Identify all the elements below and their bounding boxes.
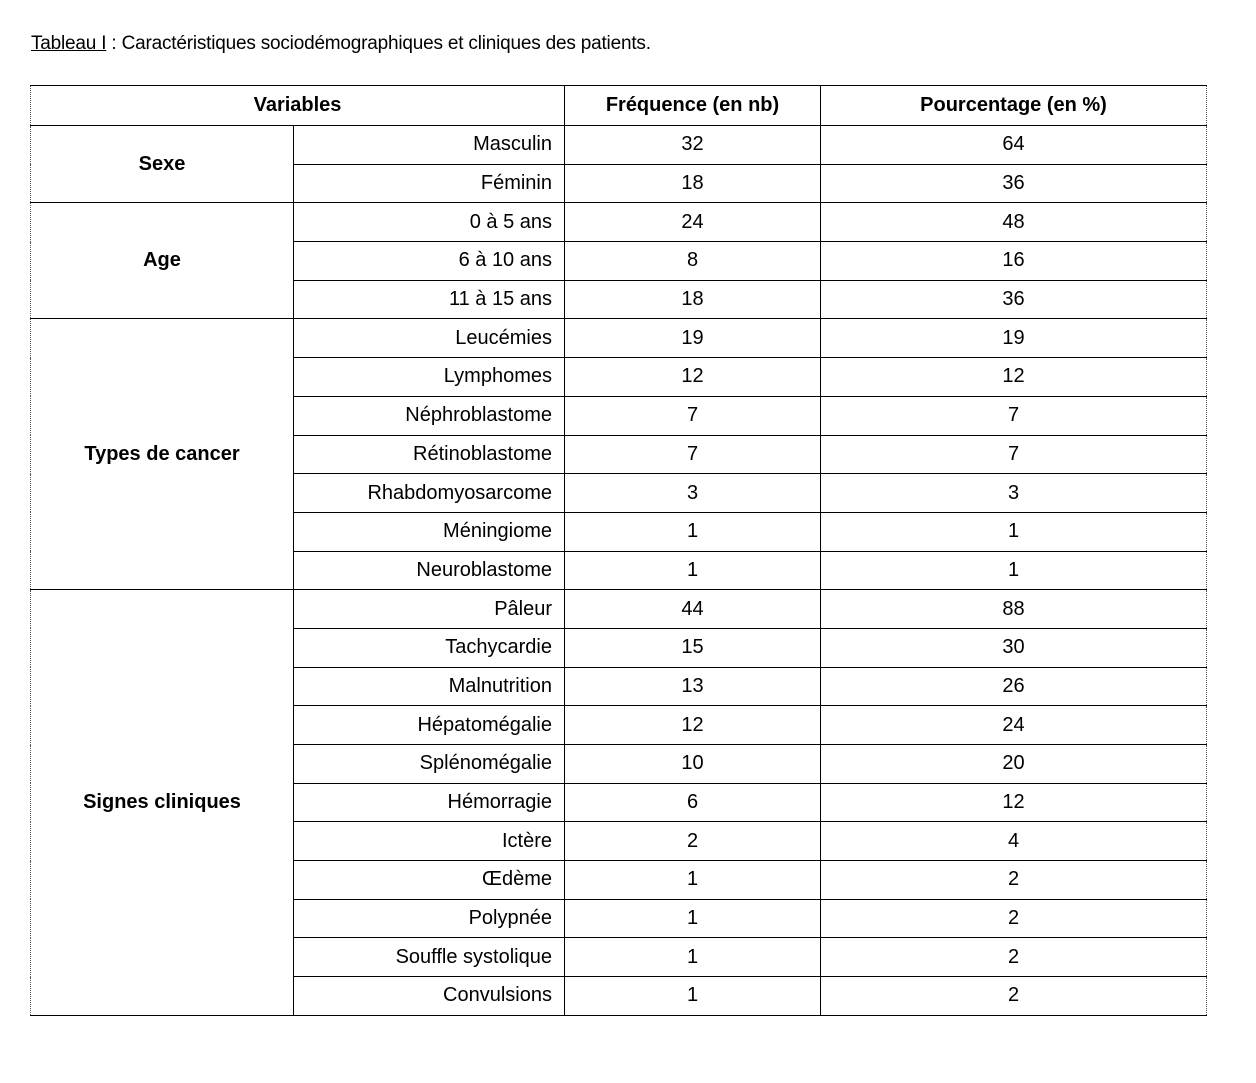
frequency-cell: 18 xyxy=(565,280,821,319)
frequency-cell: 1 xyxy=(565,861,821,900)
percentage-cell: 64 xyxy=(821,126,1207,165)
frequency-cell: 24 xyxy=(565,203,821,242)
percentage-cell: 88 xyxy=(821,590,1207,629)
row-label: Méningiome xyxy=(294,512,565,551)
table-row xyxy=(31,590,1207,629)
row-label: Lymphomes xyxy=(294,358,565,397)
row-label: Hémorragie xyxy=(294,783,565,822)
frequency-cell: 1 xyxy=(565,938,821,977)
table-title: : Caractéristiques sociodémographiques et cliniques des patients. xyxy=(106,33,651,54)
row-label: Leucémies xyxy=(294,319,565,358)
percentage-cell: 16 xyxy=(821,242,1207,281)
frequency-cell: 19 xyxy=(565,319,821,358)
frequency-cell: 10 xyxy=(565,745,821,784)
percentage-cell: 36 xyxy=(821,280,1207,319)
table-row xyxy=(31,126,1207,165)
percentage-cell: 2 xyxy=(821,977,1207,1016)
row-label: Rhabdomyosarcome xyxy=(294,474,565,513)
row-label: Tachycardie xyxy=(294,628,565,667)
row-label: Rétinoblastome xyxy=(294,435,565,474)
percentage-cell: 7 xyxy=(821,435,1207,474)
frequency-cell: 1 xyxy=(565,551,821,590)
frequency-cell: 2 xyxy=(565,822,821,861)
frequency-cell: 6 xyxy=(565,783,821,822)
percentage-cell: 1 xyxy=(821,512,1207,551)
percentage-cell: 2 xyxy=(821,938,1207,977)
row-label: 11 à 15 ans xyxy=(294,280,565,319)
row-label: Féminin xyxy=(294,164,565,203)
header-percentage: Pourcentage (en %) xyxy=(821,86,1207,126)
percentage-cell: 19 xyxy=(821,319,1207,358)
row-label: Œdème xyxy=(294,861,565,900)
frequency-cell: 18 xyxy=(565,164,821,203)
table-body xyxy=(31,126,1207,1016)
row-label: Ictère xyxy=(294,822,565,861)
group-label: Signes cliniques xyxy=(31,590,294,1016)
group-label: Age xyxy=(31,203,294,319)
row-label: Malnutrition xyxy=(294,667,565,706)
row-label: Souffle systolique xyxy=(294,938,565,977)
percentage-cell: 12 xyxy=(821,358,1207,397)
row-label: 0 à 5 ans xyxy=(294,203,565,242)
percentage-cell: 7 xyxy=(821,396,1207,435)
frequency-cell: 8 xyxy=(565,242,821,281)
frequency-cell: 1 xyxy=(565,512,821,551)
percentage-cell: 24 xyxy=(821,706,1207,745)
header-frequency: Fréquence (en nb) xyxy=(565,86,821,126)
frequency-cell: 15 xyxy=(565,628,821,667)
row-label: Convulsions xyxy=(294,977,565,1016)
frequency-cell: 32 xyxy=(565,126,821,165)
frequency-cell: 1 xyxy=(565,899,821,938)
row-label: Splénomégalie xyxy=(294,745,565,784)
percentage-cell: 12 xyxy=(821,783,1207,822)
percentage-cell: 2 xyxy=(821,861,1207,900)
table-caption xyxy=(31,33,651,55)
row-label: Pâleur xyxy=(294,590,565,629)
group-label: Sexe xyxy=(31,126,294,203)
percentage-cell: 1 xyxy=(821,551,1207,590)
patients-table xyxy=(30,85,1207,1016)
row-label: Polypnée xyxy=(294,899,565,938)
percentage-cell: 36 xyxy=(821,164,1207,203)
table-number: Tableau I xyxy=(31,33,107,54)
percentage-cell: 4 xyxy=(821,822,1207,861)
header-row xyxy=(31,86,1207,126)
frequency-cell: 1 xyxy=(565,977,821,1016)
row-label: 6 à 10 ans xyxy=(294,242,565,281)
frequency-cell: 12 xyxy=(565,358,821,397)
frequency-cell: 44 xyxy=(565,590,821,629)
frequency-cell: 12 xyxy=(565,706,821,745)
frequency-cell: 13 xyxy=(565,667,821,706)
percentage-cell: 30 xyxy=(821,628,1207,667)
percentage-cell: 2 xyxy=(821,899,1207,938)
header-variables: Variables xyxy=(31,86,565,126)
percentage-cell: 3 xyxy=(821,474,1207,513)
group-label: Types de cancer xyxy=(31,319,294,590)
frequency-cell: 7 xyxy=(565,435,821,474)
row-label: Néphroblastome xyxy=(294,396,565,435)
row-label: Neuroblastome xyxy=(294,551,565,590)
percentage-cell: 20 xyxy=(821,745,1207,784)
table-row xyxy=(31,319,1207,358)
percentage-cell: 26 xyxy=(821,667,1207,706)
row-label: Masculin xyxy=(294,126,565,165)
table-row xyxy=(31,203,1207,242)
frequency-cell: 3 xyxy=(565,474,821,513)
row-label: Hépatomégalie xyxy=(294,706,565,745)
frequency-cell: 7 xyxy=(565,396,821,435)
percentage-cell: 48 xyxy=(821,203,1207,242)
